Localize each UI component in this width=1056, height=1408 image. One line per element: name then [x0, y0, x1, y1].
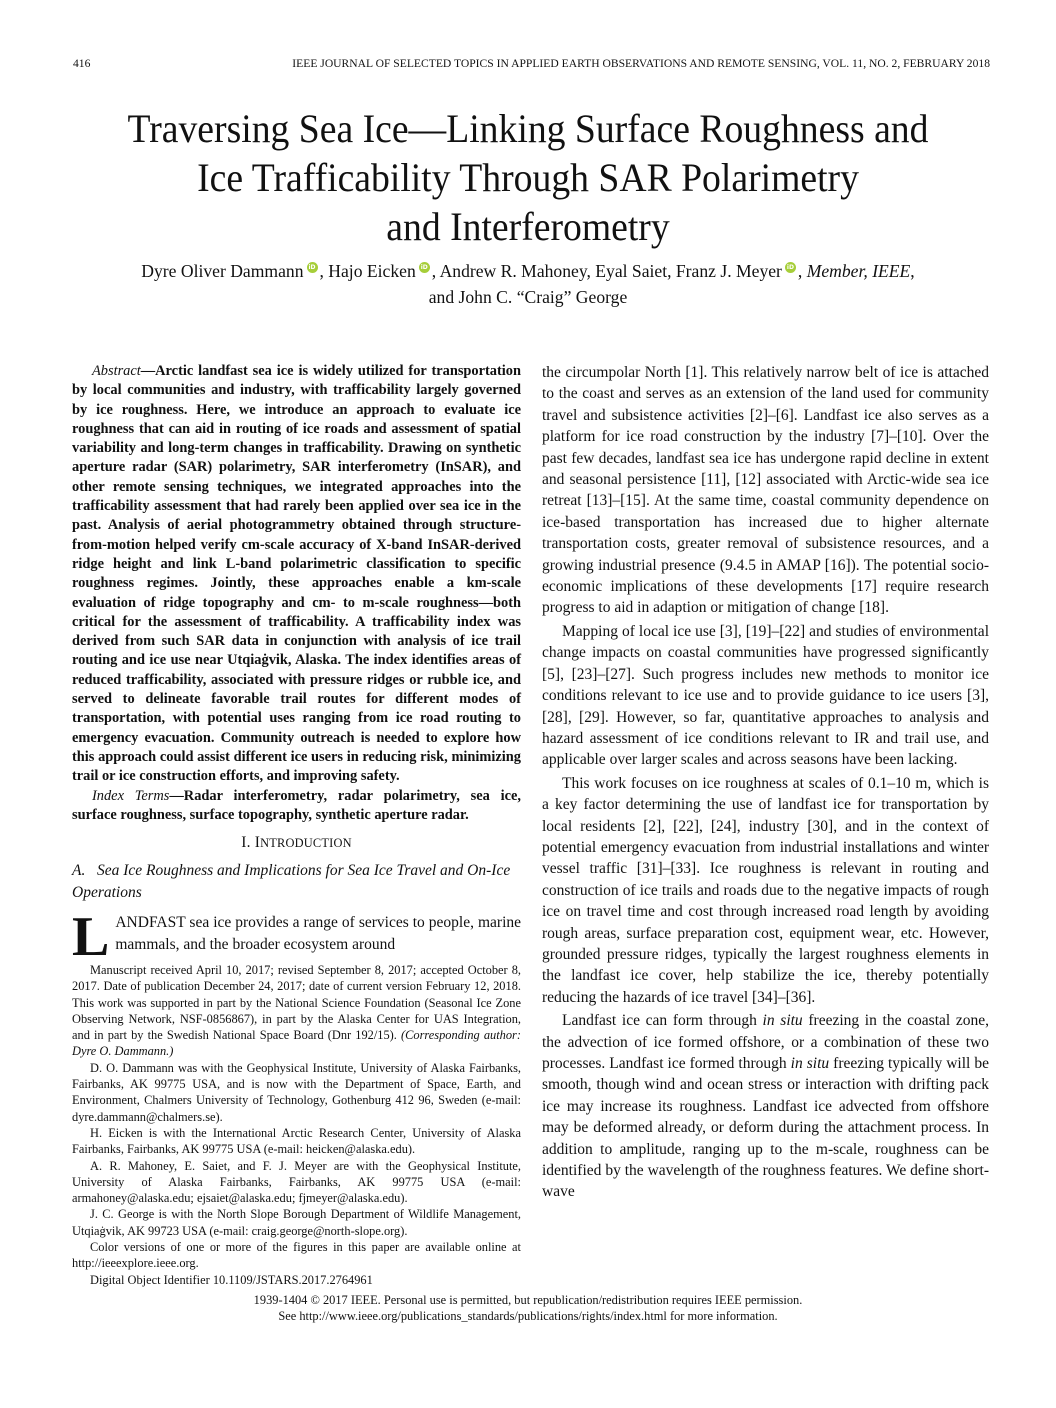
abstract-label: Abstract — [92, 363, 141, 379]
footnote-eicken: H. Eicken is with the International Arctic Research Center, University of Alaska Fairbanks, Fairbanks, AK 99775 USA (e-mail: heicken@alaska.edu). — [72, 1125, 521, 1157]
author-eicken: , Hajo Eicken — [319, 261, 416, 281]
index-terms — [72, 787, 521, 826]
intro-first-paragraph — [72, 906, 521, 969]
running-header — [73, 57, 990, 73]
footnotes — [72, 962, 521, 1288]
left-column — [72, 362, 521, 969]
intro-first-text: ANDFAST sea ice provides a range of services to people, marine mammals, and the broader ecosystem around — [115, 914, 521, 953]
paper-title — [74, 104, 982, 251]
text-run: freezing typically will be smooth, though wind and ocean stress or interaction with drifting pack ice may increase its roughness. Landfast ice advected from offshore may be deformed already, or deform during the attachment process. In addition to amplitude, ranging up to the m-scale, roughness can be identified by the wavelength of the roughness features. We define short-wave — [542, 1055, 990, 1201]
orcid-icon[interactable]: iD — [420, 264, 428, 271]
author-membership: Member, IEEE — [806, 261, 911, 281]
footnote-mahoney-saiet-meyer: A. R. Mahoney, E. Saiet, and F. J. Meyer are with the Geophysical Institute, University of Alaska Fairbanks, Fairbanks, AK 99775 USA (e-mail: armahoney@alaska.edu; ejsaiet@alaska.edu; fjmeyer@alaska.edu). — [72, 1158, 521, 1206]
body-paragraph: Mapping of local ice use [3], [19]–[22] and studies of environmental change impacts on coastal communities have progressed significantly [5], [23]–[27]. Such progress includes new methods to monitor ice conditions relevant to ice use and to provide guidance to ice users [3], [28], [29]. However, so far, quantitative approaches to analysis and hazard assessment of ice conditions relevant to IR and trail use, and applicable over larger scales and across seasons have been lacking. — [542, 622, 989, 769]
body-paragraph: This work focuses on ice roughness at scales of 0.1–10 m, which is a key factor determining the use of landfast ice for transportation by local residents [2], [22], [24], industry [30], and in the context of potential emergency evacuation from industrial installations and winter vessel traffic [31]–[33]. Ice roughness is relevant in routing and construction of ice trails and roads due to the negative impacts of rough ice on travel time and cost through increased road length by avoiding rough areas, surface preparation cost, equipment wear, etc. However, grounded pressure ridges, typically the largest roughness elements in the landfast ice cover, help stabilize the ice, thereby potentially reducing the hazards of ice travel [34]–[36]. — [542, 774, 989, 1006]
italic-term: in situ — [762, 1012, 803, 1030]
footnote-manuscript-text: Manuscript received April 10, 2017; revised September 8, 2017; accepted October 8, 2017. Date of publication December 24, 2017; date of current version February 12, 2018. This work was supported in part by the National Science Foundation (Seasonal Ice Zone Observing Network, NSF-0856867), in part by the Alaska Center for UAS Integration, and in part by the Swedish National Space Board (Dnr 192/15). — [72, 963, 521, 1043]
authors-middle: , Andrew R. Mahoney, Eyal Saiet, Franz J. Meyer — [431, 261, 782, 281]
text-run: Landfast ice can form through — [562, 1012, 763, 1030]
journal-name: IEEE JOURNAL OF SELECTED TOPICS IN APPLIED EARTH OBSERVATIONS AND REMOTE SENSING, VOL. 11, NO. 2, FEBRUARY 2018 — [292, 57, 990, 70]
right-column — [542, 362, 989, 1203]
italic-term: in situ — [790, 1055, 830, 1072]
author-trailing-comma: , — [910, 261, 915, 281]
text-run: freezing in the coastal zone, the advection of ice formed offshore, or a combination of these two processes. Landfast ice formed through — [542, 1012, 990, 1072]
index-terms-text: —Radar interferometry, radar polarimetry, sea ice, surface roughness, surface topography, synthetic aperture radar. — [72, 787, 521, 823]
drop-cap: L — [72, 906, 110, 969]
copyright-notice — [0, 1292, 1056, 1324]
author-list — [60, 258, 996, 310]
footnote-doi: Digital Object Identifier 10.1109/JSTARS.2017.2764961 — [90, 1272, 373, 1287]
footnote-dammann: D. O. Dammann was with the Geophysical Institute, University of Alaska Fairbanks, Fairbanks, AK 99775 USA, and is now with the Department of Space, Earth, and Environment, Chalmers University of Technology, Gothenburg 412 96, Sweden (e-mail: dyre.dammann@chalmers.se). — [72, 1060, 521, 1124]
title-line-2: Ice Trafficability Through SAR Polarimetry — [197, 155, 859, 200]
copyright-line-2: See http://www.ieee.org/publications_standards/publications/rights/index.html for more information. — [278, 1309, 778, 1323]
title-line-3: and Interferometry — [386, 204, 670, 249]
orcid-icon[interactable]: iD — [786, 264, 794, 271]
page-number: 416 — [73, 57, 91, 70]
orcid-icon[interactable]: iD — [308, 264, 316, 271]
section-number: I. — [241, 834, 255, 852]
footnote-manuscript — [72, 962, 521, 1060]
author-separator: , — [797, 261, 807, 281]
section-heading-introduction — [72, 833, 521, 853]
body-paragraph — [542, 1010, 989, 1203]
title-line-1: Traversing Sea Ice—Linking Surface Roughness and — [127, 106, 929, 151]
section-title-initial: I — [254, 834, 261, 852]
footnote-george: J. C. George is with the North Slope Borough Department of Wildlife Management, Utqiaġvik, AK 99723 USA (e-mail: craig.george@north-slope.org). — [72, 1207, 521, 1238]
subsection-heading-a: A. Sea Ice Roughness and Implications for Sea Ice Travel and On-Ice Operations — [72, 862, 511, 902]
index-terms-label: Index Terms — [92, 787, 170, 804]
abstract-text: —Arctic landfast sea ice is widely utilized for transportation by local communities and industry, with trafficability largely governed by ice roughness. Here, we introduce an approach to evaluate ice roughness that can aid in routing of ice roads and assessment of spatial variability and long-term changes in trafficability. Drawing on synthetic aperture radar (SAR) polarimetry, SAR interferometry (InSAR), and other remote sensing techniques, we integrated approaches into the trafficability assessment that had rarely been applied over sea ice in the past. Analysis of aerial photogrammetry obtained through structure-from-motion helped verify cm-scale accuracy of X-band InSAR-derived ridge height and link L-band polarimetric classification to specific roughness regimes. Jointly, these approaches enable a km-scale evaluation of ridge topography and cm- to m-scale roughness—both critical for the assessment of trafficability. A trafficability index was derived from such SAR data in conjunction with analysis of ice trail routing and ice use near Utqiaġvik, Alaska. The index identifies areas of reduced trafficability, associated with pressure ridges or rubble ice, and served to delineate favorable trail routes for different modes of transportation, with potential uses ranging from ice road routing to emergency evacuation. Community outreach is needed to explore how this approach could assist different ice users in reducing risk, minimizing trail or ice construction efforts, and improving safety. — [72, 363, 521, 785]
author-dammann: Dyre Oliver Dammann — [141, 261, 304, 281]
author-george: and John C. “Craig” George — [428, 287, 628, 307]
section-title-rest: NTRODUCTION — [260, 836, 352, 851]
footnote-color-versions: Color versions of one or more of the figures in this paper are available online at http://ieeexplore.ieee.org. — [72, 1240, 521, 1271]
copyright-line-1: 1939-1404 © 2017 IEEE. Personal use is permitted, but republication/redistribution requires IEEE permission. — [253, 1293, 803, 1307]
abstract — [72, 362, 521, 787]
body-paragraph: the circumpolar North [1]. This relatively narrow belt of ice is attached to the coast and serves as an extension of the land used for community travel and subsistence activities [2]–[6]. Landfast ice also serves as a platform for ice road construction by the industry [7]–[10]. Over the past few decades, landfast sea ice has undergone rapid decline in extent and seasonal persistence [11], [12] associated with Arctic-wide sea ice retreat [13]–[15]. At the same time, coastal community dependence on ice-based transportation has increased due to higher alternate transportation costs, greater removal of subsistence resources, and a growing industrial presence (9.4.5 in AMAP [16]). The potential socio-economic implications of these developments [17] require research progress to aid in adaption or mitigation of change [18]. — [542, 364, 989, 617]
corresponding-author: (Corresponding author: Dyre O. Dammann.) — [72, 1028, 521, 1059]
